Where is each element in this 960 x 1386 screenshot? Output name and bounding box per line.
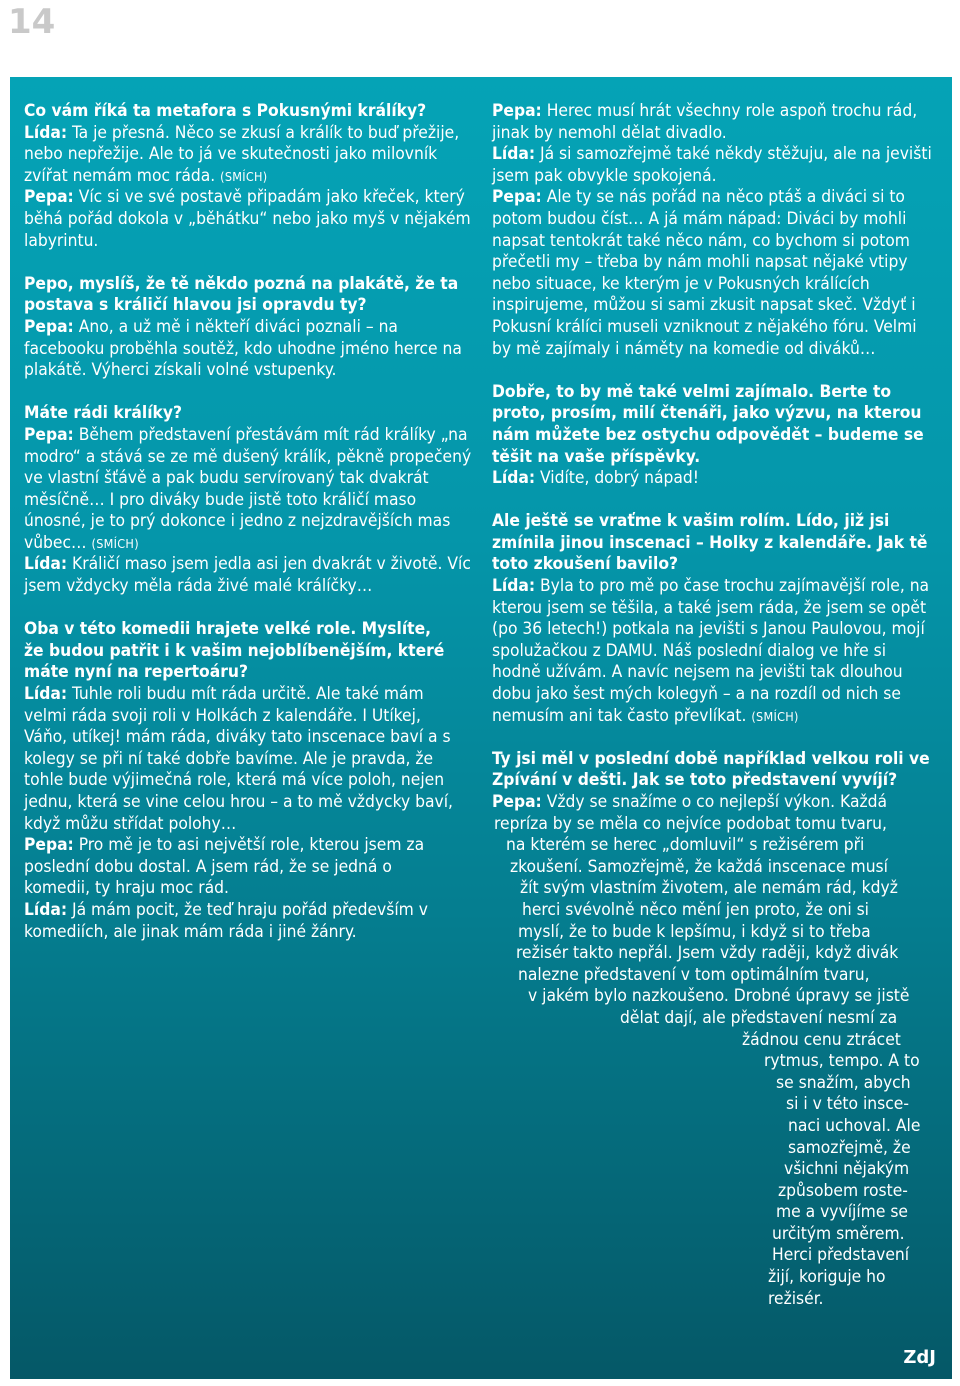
text-line: všichni nějakým xyxy=(784,1159,910,1180)
paragraph xyxy=(24,101,474,252)
answer-text: Králičí maso jsem jedla asi jen dvakrát v životě. Víc jsem vždycky měla ráda živé malé králíčky… xyxy=(24,554,471,597)
laugh-note: (SMÍCH) xyxy=(91,535,139,551)
question-line: Ty jsi měl v poslední době například velkou roli ve xyxy=(492,748,930,769)
text-line: určitým směrem. xyxy=(772,1223,905,1244)
answer-text: Vidíte, dobrý nápad! xyxy=(535,468,699,489)
question-line: Zpívání v dešti. Jak se toto představení vyvíjí? xyxy=(492,770,898,791)
speaker-lida: Lída: xyxy=(492,576,536,597)
question: Co vám říká ta metafora s Pokusnými králíky? xyxy=(24,101,427,121)
speaker-lida: Lída: xyxy=(24,684,68,705)
left-column xyxy=(24,101,474,965)
speaker-lida: Lída: xyxy=(24,554,68,575)
shaped-paragraph xyxy=(492,749,938,1310)
text-line: naci uchoval. Ale xyxy=(788,1115,921,1136)
question: Oba v této komedii hrajete velké role. Myslíte, že budou patřit i k vašim nejoblíbenějším, které máte nyní na repertoáru? xyxy=(24,619,445,683)
text-line xyxy=(492,792,938,814)
text-line: me a vyvíjíme se xyxy=(776,1202,908,1223)
answer-text: Během představení přestávám mít rád králíky „na modro“ a stává se ze mě dušený králík, pěkně propečený ve vlastní šťávě a pak budu servírovaný tak dvakrát měsíčně… I pro diváky bude jistě toto králičí maso únosné, je to prý dokonce i jedno z nejzdravějších mas vůbec… xyxy=(24,424,472,553)
speaker-pepa: Pepa: xyxy=(24,424,74,445)
text-line: na kterém se herec „domluvil“ s režisérem při xyxy=(506,835,865,856)
text-line: způsobem roste- xyxy=(778,1180,908,1201)
paragraph xyxy=(24,403,474,597)
answer-text: Já mám pocit, že teď hraju pořád především v komediích, ale jinak mám ráda i jiné žánry. xyxy=(24,899,428,942)
text-line: nalezne představení v tom optimálním tvaru, xyxy=(518,964,870,985)
answer-text: Vždy se snažíme o co nejlepší výkon. Každá xyxy=(541,792,888,812)
speaker-pepa: Pepa: xyxy=(492,101,542,121)
answer-text: Ta je přesná. Něco se zkusí a králík to buď přežije, nebo nepřežije. Ale to já ve skutečnosti jako milovník zvířat nemám moc ráda. xyxy=(24,122,460,186)
text-line: režisér takto nepřál. Jsem vždy raději, když divák xyxy=(516,943,899,964)
text-line: žít svým vlastním životem, ale nemám rád, když xyxy=(520,878,898,899)
speaker-lida: Lída: xyxy=(24,122,68,143)
answer-text: Ale ty se nás pořád na něco ptáš a diváci si to potom budou číst… A já mám nápad: Diváci by mohli napsat tentokrát také něco nám, co bychom si potom přečetli my – třeba by nám mohli napsat nějaké vtipy nebo situace, ke kterým je v Pokusných králících inspirujeme, můžou si sami zkusit napsat skeč. Vždyť i Pokusní králíci museli vzniknout z nějakého fóru. Velmi by mě zajímaly i náměty na komedie od diváků… xyxy=(492,187,917,359)
paragraph xyxy=(24,619,456,943)
text-line: zkoušení. Samozřejmě, že každá inscenace musí xyxy=(510,856,888,877)
text-line: rytmus, tempo. A to xyxy=(764,1051,920,1072)
answer-text: Byla to pro mě po čase trochu zajímavější role, na kterou jsem se těšila, a také jsem ráda, že jsem se opět (po 36 letech!) potkala na jevišti s Janou Paulovou, mojí spolužačkou z DAMU. Náš poslední dialog ve hře si hodně užívám. A navíc nejsem na jevišti tak dlouhou dobu jako šest mých kolegyň – a na rozdíl od nich se nemusím ani tak často převlíkat. xyxy=(492,576,930,726)
answer-text: Já si samozřejmě také někdy stěžuju, ale na jevišti jsem pak obvykle spokojená. xyxy=(492,144,932,186)
text-line: Herci představení xyxy=(772,1245,910,1266)
answer-text: Herec musí hrát všechny role aspoň trochu rád, jinak by nemohl dělat divadlo. xyxy=(492,101,918,143)
text-line: si i v této insce- xyxy=(786,1094,909,1115)
laugh-note: (SMÍCH) xyxy=(751,708,799,724)
text-line: samozřejmě, že xyxy=(788,1137,911,1158)
right-column xyxy=(492,101,938,1310)
question: Ale ještě se vraťme k vašim rolím. Lído, již jsi zmínila jinou inscenaci – Holky z kalendáře. Jak tě toto zkoušení bavilo? xyxy=(492,511,928,575)
answer-text: Pro mě je to asi největší role, kterou jsem za poslední dobu dostal. A jsem rád, že se jedná o komedii, ty hraju moc rád. xyxy=(24,835,425,899)
question: Pepo, myslíš, že tě někdo pozná na plakátě, že ta postava s králičí hlavou jsi opravdu ty? xyxy=(24,273,459,316)
text-line: myslí, že to bude k lepšímu, i když si to třeba xyxy=(518,921,871,942)
paragraph xyxy=(492,511,938,727)
text-line: dělat dají, ale představení nesmí za xyxy=(620,1007,898,1028)
author-signature: ZdJ xyxy=(903,1347,936,1368)
laugh-note: (SMÍCH) xyxy=(220,168,268,184)
text-line: žijí, koriguje ho xyxy=(768,1267,886,1288)
text-line: režisér. xyxy=(768,1288,824,1309)
question: Dobře, to by mě také velmi zajímalo. Berte to proto, prosím, milí čtenáři, jako výzvu, na kterou nám můžete bez ostychu odpovědět – budeme se těšit na vaše příspěvky. xyxy=(492,381,924,467)
paragraph xyxy=(492,382,938,490)
text-line: repríza by se měla co nejvíce podobat tomu tvaru, xyxy=(494,813,887,834)
article-panel xyxy=(10,77,952,1379)
paragraph xyxy=(492,101,938,360)
speaker-lida: Lída: xyxy=(24,899,68,920)
answer-text: Ano, a už mě i někteří diváci poznali – na facebooku proběhla soutěž, kdo uhodne jméno herce na plakátě. Výherci získali volné vstupenky. xyxy=(24,316,462,381)
speaker-pepa: Pepa: xyxy=(24,316,74,337)
paragraph xyxy=(24,274,474,382)
text-line: žádnou cenu ztrácet xyxy=(742,1029,901,1050)
speaker-lida: Lída: xyxy=(492,468,536,489)
text-line: se snažím, abych xyxy=(776,1072,911,1093)
speaker-pepa: Pepa: xyxy=(24,187,74,208)
page-number: 14 xyxy=(8,2,56,42)
answer-text: Víc si ve své postavě připadám jako křeček, který běhá pořád dokola v „běhátku“ nebo jako myš v nějakém labyrintu. xyxy=(24,187,471,251)
question: Máte rádi králíky? xyxy=(24,403,183,424)
text-line: herci svévolně něco mění jen proto, že oni si xyxy=(522,899,869,920)
speaker-pepa: Pepa: xyxy=(492,792,542,812)
text-line: v jakém bylo nazkoušeno. Drobné úpravy se jistě xyxy=(528,986,910,1007)
answer-text: Tuhle roli budu mít ráda určitě. Ale také mám velmi ráda svoji roli v Holkách z kalendáře. I Utíkej, Váňo, utíkej! mám ráda, diváky tato inscenace baví a s kolegy se při ní také dobře bavíme. Ale je pravda, že tohle bude výjimečná role, která má více poloh, nejen jednu, která se vine celou hrou – a to mě vždycky baví, když můžu střídat polohy… xyxy=(24,684,453,834)
speaker-pepa: Pepa: xyxy=(492,187,542,208)
speaker-pepa: Pepa: xyxy=(24,835,74,856)
speaker-lida: Lída: xyxy=(492,144,536,165)
